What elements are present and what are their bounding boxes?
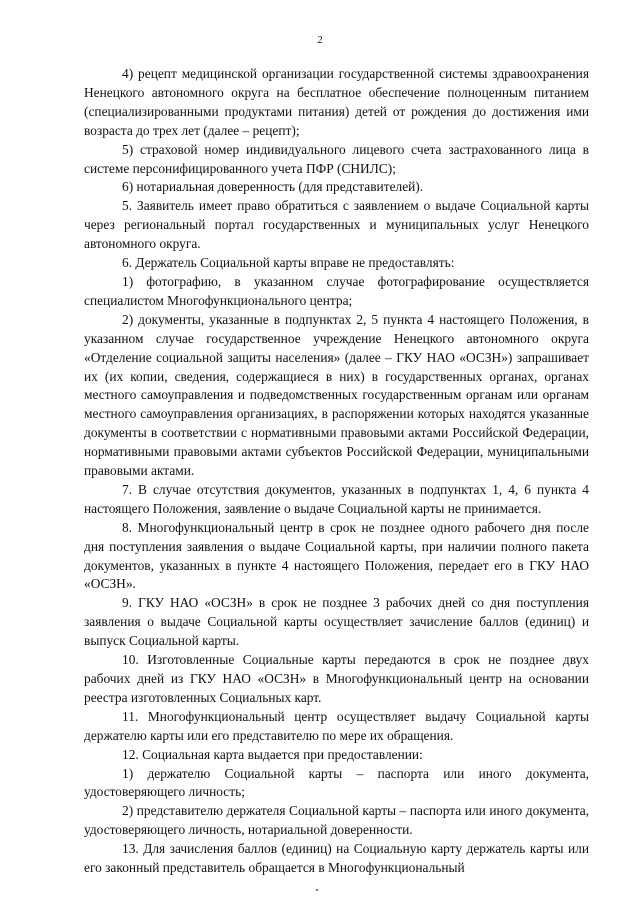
scan-speck: [316, 889, 318, 891]
paragraph-11: 11. Многофункциональный центр осуществляет выдачу Социальной карты держателю карты или его представителю по мере их обращения.: [84, 708, 589, 743]
paragraph-6-item-1: 1) фотографию, в указанном случае фотографирование осуществляется специалистом Многофункционального центра;: [84, 273, 589, 308]
page-number: 2: [317, 34, 323, 46]
paragraph-6-item-2: 2) документы, указанные в подпунктах 2, 5 пункта 4 настоящего Положения, в указанном случае государственное учреждение Ненецкого автономного округа «Отделение социальной защиты населения» (далее – ГКУ НАО «ОСЗН») запрашивает их (их копии, сведения, содержащиеся в них) в государственных органах, органах местного самоуправления и подведомственных государственным органам или органам местного самоуправления организациях, в распоряжении которых находятся указанные документы в соответствии с нормативными правовыми актами Российской Федерации, нормативными правовыми актами субъектов Российской Федерации, муниципальными правовыми актами.: [84, 311, 589, 479]
paragraph-10: 10. Изготовленные Социальные карты передаются в срок не позднее двух рабочих дней из ГКУ НАО «ОСЗН» в Многофункциональный центр на основании реестра изготовленных Социальных карт.: [84, 652, 589, 705]
paragraph-item-5-snils: 5) страховой номер индивидуального лицевого счета застрахованного лица в системе персонифицированного учета ПФР (СНИЛС);: [84, 141, 589, 176]
paragraph-12-item-1: 1) держателю Социальной карты – паспорта или иного документа, удостоверяющего личность;: [84, 765, 589, 800]
paragraph-6: 6. Держатель Социальной карты вправе не предоставлять:: [122, 255, 455, 271]
paragraph-13: 13. Для зачисления баллов (единиц) на Социальную карту держатель карты или его законный представитель обращается в Многофункциональный: [84, 841, 589, 876]
paragraph-8: 8. Многофункциональный центр в срок не позднее одного рабочего дня после дня поступления заявления о выдаче Социальной карты, при наличии полного пакета документов, указанных в пункте 4 настоящего Положения, передает его в ГКУ НАО «ОСЗН».: [84, 519, 589, 592]
body-text: [84, 65, 589, 878]
paragraph-item-4-prescription: 4) рецепт медицинской организации государственной системы здравоохранения Ненецкого автономного округа на бесплатное обеспечение полноценным питанием (специализированными продуктами питания) детей от рождения до достижения ими возраста до трех лет (далее – рецепт);: [84, 66, 589, 138]
paragraph-12-item-2: 2) представителю держателя Социальной карты – паспорта или иного документа, удостоверяющего личность, нотариальной доверенности.: [84, 803, 589, 838]
paragraph-9: 9. ГКУ НАО «ОСЗН» в срок не позднее 3 рабочих дней со дня поступления заявления о выдаче Социальной карты осуществляет зачисление баллов (единиц) и выпуск Социальной карты.: [84, 595, 589, 649]
paragraph-7: 7. В случае отсутствия документов, указанных в подпунктах 1, 4, 6 пункта 4 настоящего Положения, заявление о выдаче Социальной карты не принимается.: [84, 481, 589, 516]
paragraph-item-6-power-of-attorney: 6) нотариальная доверенность (для представителей).: [122, 179, 424, 195]
paragraph-12: 12. Социальная карта выдается при предоставлении:: [122, 746, 423, 762]
paragraph-5: 5. Заявитель имеет право обратиться с заявлением о выдаче Социальной карты через региональный портал государственных и муниципальных услуг Ненецкого автономного округа.: [84, 198, 589, 252]
